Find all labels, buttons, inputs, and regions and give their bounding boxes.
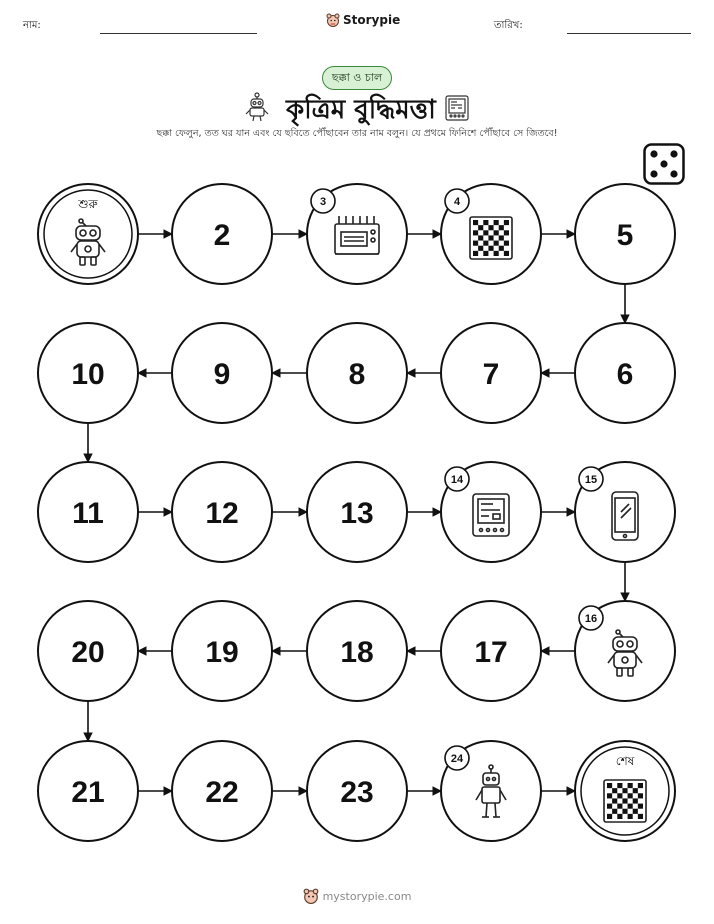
board-cell-16[interactable] [575, 601, 675, 701]
cell-number: 12 [205, 497, 239, 530]
board-cell-19[interactable] [172, 601, 272, 701]
board-cell-20[interactable] [38, 601, 138, 701]
cell-number: 23 [340, 776, 374, 809]
board-cell-9[interactable] [172, 323, 272, 423]
finish-label: শেষ [615, 754, 635, 768]
board-cell-24[interactable] [441, 741, 541, 841]
board-cell-7[interactable] [441, 323, 541, 423]
footer-url[interactable]: mystorypie.com [322, 889, 412, 903]
board-cell-21[interactable] [38, 741, 138, 841]
board-cell-18[interactable] [307, 601, 407, 701]
board-cell-15[interactable] [575, 462, 675, 562]
cell-number-small: 15 [584, 474, 598, 486]
cell-number: 10 [71, 358, 105, 391]
brand-name: Storypie [343, 13, 401, 27]
cell-number: 2 [213, 219, 231, 252]
cell-number: 5 [616, 219, 634, 252]
board-cell-3[interactable] [307, 184, 407, 284]
cell-number: 17 [474, 636, 508, 669]
page-title: কৃত্রিম বুদ্ধিমত্তা [286, 95, 436, 125]
cell-number: 18 [340, 636, 374, 669]
cell-number: 6 [616, 358, 634, 391]
cell-number: 20 [71, 636, 105, 669]
cell-number: 8 [348, 358, 366, 391]
board-cell-11[interactable] [38, 462, 138, 562]
footer [0, 888, 714, 904]
board-cell-10[interactable] [38, 323, 138, 423]
cell-number-small: 16 [584, 613, 598, 625]
cell-number: 9 [213, 358, 231, 391]
board-cell-23[interactable] [307, 741, 407, 841]
brand-mascot-icon [303, 888, 319, 904]
cell-number-small: 14 [450, 474, 464, 486]
cell-number: 11 [72, 497, 104, 530]
start-label: শুরু [78, 197, 98, 211]
board-cell-14[interactable] [441, 462, 541, 562]
board-cell-2[interactable] [172, 184, 272, 284]
cell-number: 21 [71, 776, 105, 809]
date-label: তারিখ: [494, 20, 523, 31]
cell-number: 7 [482, 358, 500, 391]
board-cell-12[interactable] [172, 462, 272, 562]
cell-number-small: 4 [453, 196, 461, 208]
board-cell-13[interactable] [307, 462, 407, 562]
cell-number-small: 24 [450, 753, 464, 765]
board-cell-4[interactable] [441, 184, 541, 284]
cell-number: 19 [205, 636, 239, 669]
game-type-badge: ছক্কা ও চাল [322, 66, 392, 90]
board-cell-8[interactable] [307, 323, 407, 423]
board-cell-5[interactable] [575, 184, 675, 284]
board-cell-22[interactable] [172, 741, 272, 841]
board-cell-17[interactable] [441, 601, 541, 701]
name-label: নাম: [23, 20, 41, 31]
board-cell-25[interactable] [575, 741, 675, 841]
board-cell-1[interactable] [38, 184, 138, 284]
cell-number: 13 [340, 497, 374, 530]
cell-number-small: 3 [319, 196, 327, 208]
board-cell-6[interactable] [575, 323, 675, 423]
cell-number: 22 [205, 776, 239, 809]
instructions: ছক্কা ফেলুন, তত ঘর যান এবং যে ছবিতে পৌঁছাবেন তার নাম বলুন। যে প্রথমে ফিনিশে পৌঁছাবে সে জিতবে! [156, 128, 558, 139]
